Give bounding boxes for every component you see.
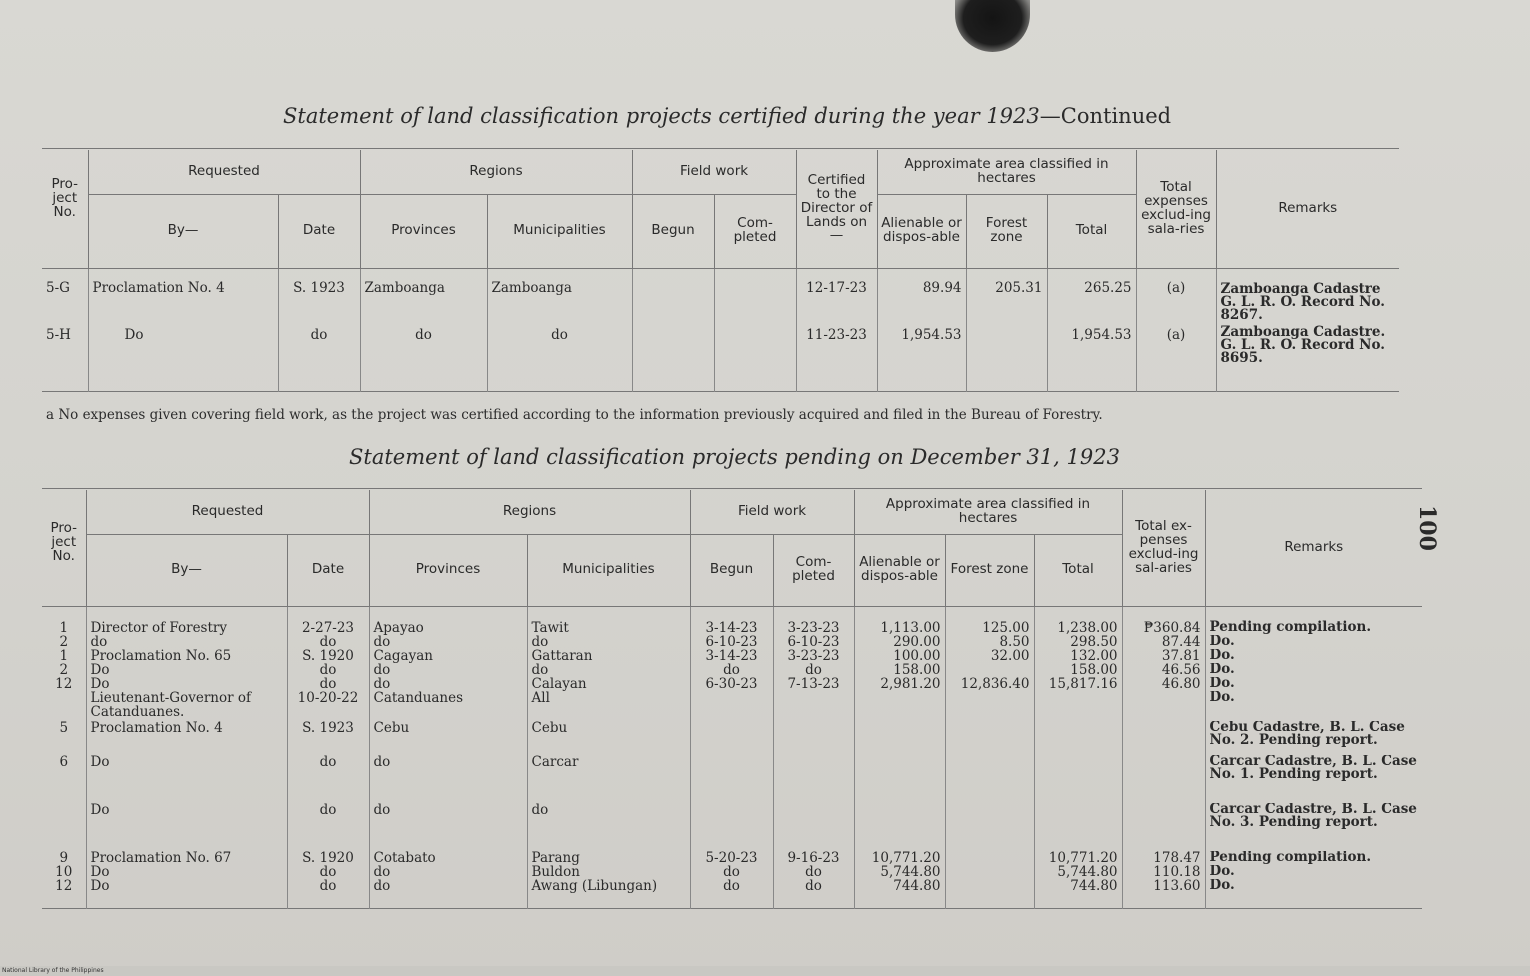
t2-header-forest: Forest zone <box>945 534 1034 606</box>
cell-remarks: Do. <box>1205 635 1422 649</box>
table-row <box>42 606 1422 635</box>
t1-header-regions: Regions <box>360 150 632 194</box>
cell-date: S. 1923 <box>278 268 360 322</box>
t2-header-remarks: Remarks <box>1205 490 1422 606</box>
cell-remarks: Pending compilation. <box>1205 606 1422 635</box>
table-row <box>42 803 1422 851</box>
cell-date: do <box>287 677 369 691</box>
cell-province: Cagayan <box>369 649 527 663</box>
cell-project-no <box>42 803 86 851</box>
table-row <box>42 663 1422 677</box>
cell-date: 10-20-22 <box>287 691 369 721</box>
cell-municipality: Calayan <box>527 677 690 691</box>
cell-date: do <box>287 755 369 803</box>
cell-expenses: (a) <box>1136 322 1216 392</box>
cell-forest: 32.00 <box>945 649 1034 663</box>
cell-completed: do <box>773 879 854 909</box>
cell-forest <box>945 803 1034 851</box>
cell-completed <box>714 268 796 322</box>
cell-province: do <box>369 755 527 803</box>
t2-header-total: Total <box>1034 534 1122 606</box>
cell-total: 15,817.16 <box>1034 677 1122 691</box>
cell-by: Do <box>88 322 278 392</box>
cell-begun: do <box>690 879 773 909</box>
cell-date: do <box>287 803 369 851</box>
cell-municipality: do <box>527 635 690 649</box>
cell-date: do <box>287 865 369 879</box>
cell-municipality: do <box>527 663 690 677</box>
cell-municipality: Tawit <box>527 606 690 635</box>
cell-forest: 8.50 <box>945 635 1034 649</box>
cell-completed <box>773 721 854 755</box>
cell-total <box>1034 803 1122 851</box>
cell-by: Do <box>86 663 287 677</box>
cell-forest <box>945 721 1034 755</box>
cell-total: 10,771.20 <box>1034 851 1122 865</box>
cell-begun: do <box>690 663 773 677</box>
table1-top-rule <box>42 148 1399 149</box>
cell-completed: 7-13-23 <box>773 677 854 691</box>
t2-header-date: Date <box>287 534 369 606</box>
cell-alienable: 158.00 <box>854 663 945 677</box>
t1-header-provinces: Provinces <box>360 194 487 268</box>
cell-expenses: 113.60 <box>1122 879 1205 909</box>
cell-completed <box>714 322 796 392</box>
t1-header-requested: Requested <box>88 150 360 194</box>
cell-date: do <box>287 635 369 649</box>
table-row <box>42 755 1422 803</box>
cell-remarks: Do. <box>1205 677 1422 691</box>
cell-completed: do <box>773 663 854 677</box>
cell-alienable: 89.94 <box>877 268 966 322</box>
cell-municipality: Parang <box>527 851 690 865</box>
cell-total: 744.80 <box>1034 879 1122 909</box>
cell-expenses <box>1122 721 1205 755</box>
cell-total: 298.50 <box>1034 635 1122 649</box>
cell-alienable <box>854 691 945 721</box>
cell-forest <box>966 322 1047 392</box>
cell-project-no: 5-G <box>42 268 88 322</box>
t2-header-approx-area: Approximate area classified in hectares <box>854 490 1122 534</box>
cell-completed <box>773 803 854 851</box>
t2-header-provinces: Provinces <box>369 534 527 606</box>
t2-header-completed: Com-pleted <box>773 534 854 606</box>
cell-alienable: 2,981.20 <box>854 677 945 691</box>
t1-header-by: By— <box>88 194 278 268</box>
table1-title <box>283 104 1171 128</box>
cell-begun <box>690 721 773 755</box>
cell-completed <box>773 691 854 721</box>
table-row <box>42 322 1399 392</box>
cell-alienable: 100.00 <box>854 649 945 663</box>
cell-total: 158.00 <box>1034 663 1122 677</box>
cell-begun: do <box>690 865 773 879</box>
table-row <box>42 268 1399 322</box>
cell-forest <box>945 663 1034 677</box>
cell-alienable <box>854 803 945 851</box>
cell-project-no: 10 <box>42 865 86 879</box>
t2-header-project-no: Pro-ject No. <box>42 490 86 606</box>
cell-project-no: 9 <box>42 851 86 865</box>
cell-begun <box>690 755 773 803</box>
cell-by: Proclamation No. 4 <box>88 268 278 322</box>
cell-remarks: Cebu Cadastre, B. L. Case No. 2. Pending report. <box>1205 721 1422 755</box>
cell-date: 2-27-23 <box>287 606 369 635</box>
t2-header-by: By— <box>86 534 287 606</box>
cell-begun <box>632 322 714 392</box>
t2-header-field-work: Field work <box>690 490 854 534</box>
cell-date: S. 1920 <box>287 649 369 663</box>
table-row <box>42 865 1422 879</box>
cell-completed: do <box>773 865 854 879</box>
table1 <box>42 150 1399 392</box>
cell-province: Zamboanga <box>360 268 487 322</box>
cell-project-no: 12 <box>42 879 86 909</box>
cell-alienable: 10,771.20 <box>854 851 945 865</box>
cell-forest: 125.00 <box>945 606 1034 635</box>
t1-header-approx-area: Approximate area classified in hectares <box>877 150 1136 194</box>
cell-province: do <box>369 865 527 879</box>
cell-expenses: 178.47 <box>1122 851 1205 865</box>
cell-alienable <box>854 721 945 755</box>
cell-by: Director of Forestry <box>86 606 287 635</box>
table-row <box>42 691 1422 721</box>
cell-municipality: Carcar <box>527 755 690 803</box>
cell-completed: 6-10-23 <box>773 635 854 649</box>
t1-header-field-work: Field work <box>632 150 796 194</box>
cell-municipality: Buldon <box>527 865 690 879</box>
table1-title-main: Statement of land classification projects certified during the year 1923 <box>283 104 1040 128</box>
t1-header-remarks: Remarks <box>1216 150 1399 268</box>
cell-project-no: 2 <box>42 663 86 677</box>
cell-begun: 5-20-23 <box>690 851 773 865</box>
t2-header-municipalities: Municipalities <box>527 534 690 606</box>
cell-expenses: ₱360.84 <box>1122 606 1205 635</box>
cell-forest: 205.31 <box>966 268 1047 322</box>
cell-forest <box>945 865 1034 879</box>
cell-province: Cebu <box>369 721 527 755</box>
cell-begun <box>690 691 773 721</box>
cell-total: 132.00 <box>1034 649 1122 663</box>
cell-municipality: All <box>527 691 690 721</box>
cell-expenses <box>1122 755 1205 803</box>
table-row <box>42 879 1422 909</box>
cell-completed: 3-23-23 <box>773 649 854 663</box>
cell-completed <box>773 755 854 803</box>
cell-remarks: Carcar Cadastre, B. L. Case No. 1. Pending report. <box>1205 755 1422 803</box>
t1-header-project-no: Pro-ject No. <box>42 150 88 268</box>
ink-smudge <box>955 0 1030 52</box>
cell-total <box>1034 755 1122 803</box>
cell-province: do <box>369 663 527 677</box>
t1-header-completed: Com-pleted <box>714 194 796 268</box>
cell-forest <box>945 755 1034 803</box>
cell-alienable: 1,113.00 <box>854 606 945 635</box>
table2-title: Statement of land classification projects pending on December 31, 1923 <box>349 445 1120 469</box>
cell-municipality: Awang (Libungan) <box>527 879 690 909</box>
cell-forest <box>945 691 1034 721</box>
t2-header-alienable: Alienable or dispos-able <box>854 534 945 606</box>
table2-body <box>42 606 1422 909</box>
table1-footnote: a No expenses given covering field work, as the project was certified according to the information previously acquired and filed in the Bureau of Forestry. <box>46 407 1103 423</box>
cell-province: do <box>369 635 527 649</box>
t2-header-begun: Begun <box>690 534 773 606</box>
cell-municipality: Zamboanga <box>487 268 632 322</box>
cell-remarks: Do. <box>1205 865 1422 879</box>
cell-alienable: 290.00 <box>854 635 945 649</box>
cell-begun <box>632 268 714 322</box>
cell-certified: 12-17-23 <box>796 268 877 322</box>
t1-header-date: Date <box>278 194 360 268</box>
cell-total <box>1034 691 1122 721</box>
t1-header-total-expenses: Total expenses exclud-ing sala-ries <box>1136 150 1216 268</box>
cell-expenses <box>1122 803 1205 851</box>
t1-header-municipalities: Municipalities <box>487 194 632 268</box>
cell-province: do <box>369 879 527 909</box>
cell-remarks: Do. <box>1205 879 1422 909</box>
cell-total: 1,238.00 <box>1034 606 1122 635</box>
cell-remarks: Do. <box>1205 691 1422 721</box>
cell-province: do <box>360 322 487 392</box>
cell-municipality: Cebu <box>527 721 690 755</box>
cell-by: Proclamation No. 65 <box>86 649 287 663</box>
cell-begun: 3-14-23 <box>690 649 773 663</box>
cell-province: Catanduanes <box>369 691 527 721</box>
table-row <box>42 721 1422 755</box>
cell-project-no: 1 <box>42 649 86 663</box>
cell-project-no: 5 <box>42 721 86 755</box>
t2-header-regions: Regions <box>369 490 690 534</box>
cell-by: Lieutenant-Governor of Catanduanes. <box>86 691 287 721</box>
cell-by: do <box>86 635 287 649</box>
table2 <box>42 490 1422 909</box>
cell-date: S. 1920 <box>287 851 369 865</box>
cell-remarks: Pending compilation. <box>1205 851 1422 865</box>
cell-remarks: Do. <box>1205 663 1422 677</box>
cell-province: Cotabato <box>369 851 527 865</box>
table-row <box>42 677 1422 691</box>
table-row <box>42 851 1422 865</box>
cell-remarks: Zamboanga Cadastre. G. L. R. O. Record No. 8695. <box>1216 322 1399 392</box>
cell-by: Do <box>86 803 287 851</box>
cell-begun: 6-10-23 <box>690 635 773 649</box>
cell-total: 1,954.53 <box>1047 322 1136 392</box>
t1-header-begun: Begun <box>632 194 714 268</box>
table1-title-suffix: —Continued <box>1039 104 1172 128</box>
cell-municipality: Gattaran <box>527 649 690 663</box>
cell-expenses: (a) <box>1136 268 1216 322</box>
t2-header-requested: Requested <box>86 490 369 534</box>
cell-completed: 3-23-23 <box>773 606 854 635</box>
cell-remarks: Zamboanga Cadastre G. L. R. O. Record No. 8267. <box>1216 268 1399 322</box>
cell-certified: 11-23-23 <box>796 322 877 392</box>
cell-by: Do <box>86 879 287 909</box>
cell-by: Proclamation No. 4 <box>86 721 287 755</box>
cell-by: Do <box>86 677 287 691</box>
cell-forest <box>945 851 1034 865</box>
cell-date: do <box>287 879 369 909</box>
cell-municipality: do <box>527 803 690 851</box>
table-row <box>42 649 1422 663</box>
cell-project-no: 1 <box>42 606 86 635</box>
cell-expenses: 87.44 <box>1122 635 1205 649</box>
cell-date: S. 1923 <box>287 721 369 755</box>
t1-header-total: Total <box>1047 194 1136 268</box>
cell-date: do <box>278 322 360 392</box>
cell-remarks: Do. <box>1205 649 1422 663</box>
t1-header-certified: Certified to the Director of Lands on— <box>796 150 877 268</box>
table2-top-rule <box>42 488 1422 489</box>
cell-forest: 12,836.40 <box>945 677 1034 691</box>
cell-alienable: 744.80 <box>854 879 945 909</box>
cell-municipality: do <box>487 322 632 392</box>
cell-by: Proclamation No. 67 <box>86 851 287 865</box>
cell-province: do <box>369 803 527 851</box>
t2-header-total-expenses: Total ex-penses exclud-ing sal-aries <box>1122 490 1205 606</box>
cell-project-no: 6 <box>42 755 86 803</box>
cell-project-no: 5-H <box>42 322 88 392</box>
cell-expenses: 46.80 <box>1122 677 1205 691</box>
cell-remarks: Carcar Cadastre, B. L. Case No. 3. Pending report. <box>1205 803 1422 851</box>
cell-total <box>1034 721 1122 755</box>
cell-total: 5,744.80 <box>1034 865 1122 879</box>
cell-completed: 9-16-23 <box>773 851 854 865</box>
cell-expenses: 37.81 <box>1122 649 1205 663</box>
t1-header-forest: Forest zone <box>966 194 1047 268</box>
cell-project-no <box>42 691 86 721</box>
cell-expenses: 110.18 <box>1122 865 1205 879</box>
cell-project-no: 2 <box>42 635 86 649</box>
cell-alienable: 1,954.53 <box>877 322 966 392</box>
cell-forest <box>945 879 1034 909</box>
cell-expenses <box>1122 691 1205 721</box>
cell-total: 265.25 <box>1047 268 1136 322</box>
table-row <box>42 635 1422 649</box>
cell-province: Apayao <box>369 606 527 635</box>
page-number: 100 <box>1414 505 1440 551</box>
cell-begun <box>690 803 773 851</box>
cell-by: Do <box>86 865 287 879</box>
cell-project-no: 12 <box>42 677 86 691</box>
cell-expenses: 46.56 <box>1122 663 1205 677</box>
cell-province: do <box>369 677 527 691</box>
library-credit: National Library of the Philippines <box>0 966 1530 976</box>
t1-header-alienable: Alienable or dispos-able <box>877 194 966 268</box>
cell-alienable <box>854 755 945 803</box>
cell-by: Do <box>86 755 287 803</box>
cell-date: do <box>287 663 369 677</box>
cell-begun: 3-14-23 <box>690 606 773 635</box>
cell-begun: 6-30-23 <box>690 677 773 691</box>
cell-alienable: 5,744.80 <box>854 865 945 879</box>
